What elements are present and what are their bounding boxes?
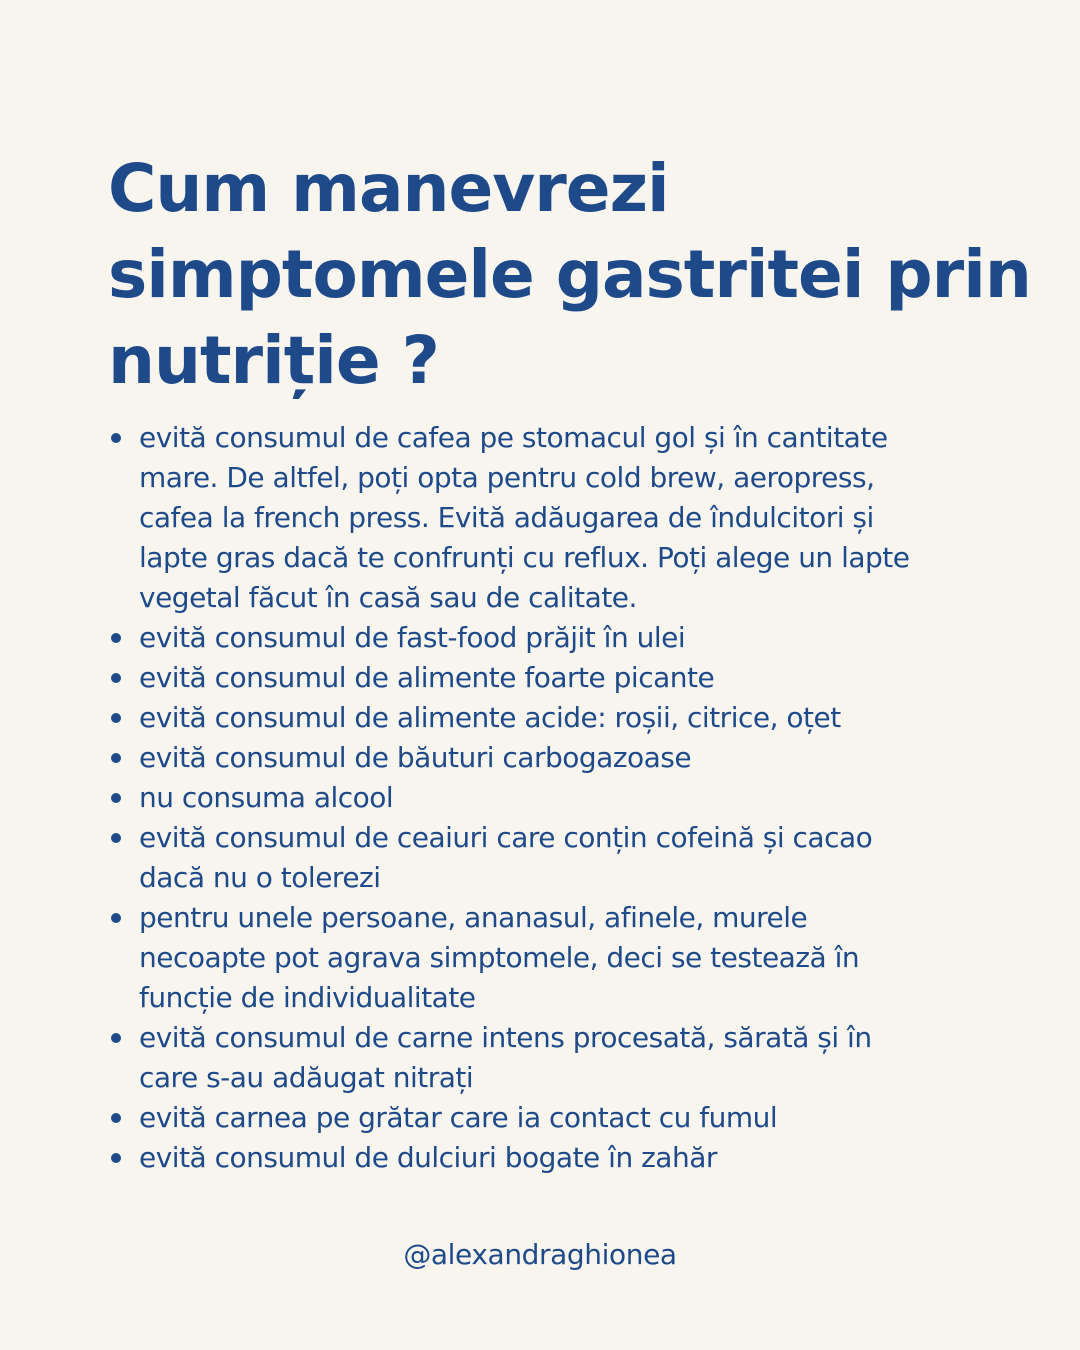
author-handle[interactable]: @alexandraghionea: [403, 1238, 677, 1271]
bullet-icon: [111, 793, 121, 803]
tip-line: mare. De altfel, poți opta pentru cold brew, aeropress,: [139, 461, 875, 494]
tip-list-item: [108, 1018, 968, 1098]
tip-line: funcție de individualitate: [139, 981, 476, 1014]
tip-list-item: [108, 1098, 968, 1138]
tip-line: evită consumul de cafea pe stomacul gol și în cantitate: [139, 421, 888, 454]
bullet-icon: [111, 753, 121, 763]
title-line: simptomele gastritei prin: [108, 236, 1031, 313]
bullet-icon: [111, 1153, 121, 1163]
tip-line: nu consuma alcool: [139, 781, 394, 814]
tip-line: lapte gras dacă te confrunți cu reflux. Poți alege un lapte: [139, 541, 910, 574]
bullet-icon: [111, 433, 121, 443]
bullet-icon: [111, 633, 121, 643]
post-title: [108, 146, 1031, 404]
tip-line: pentru unele persoane, ananasul, afinele, murele: [139, 901, 808, 934]
tip-list-item: [108, 778, 968, 818]
bullet-icon: [111, 1113, 121, 1123]
tip-line: care s-au adăugat nitrați: [139, 1061, 474, 1094]
tip-list-item: [108, 658, 968, 698]
bullet-icon: [111, 833, 121, 843]
gastritis-tips-list: [108, 418, 968, 1178]
tip-line: vegetal făcut în casă sau de calitate.: [139, 581, 637, 614]
tip-line: evită consumul de fast-food prăjit în ulei: [139, 621, 686, 654]
tip-line: evită carnea pe grătar care ia contact cu fumul: [139, 1101, 778, 1134]
tip-line: evită consumul de carne intens procesată, sărată și în: [139, 1021, 872, 1054]
tip-line: evită consumul de băuturi carbogazoase: [139, 741, 692, 774]
tip-list-item: [108, 1138, 968, 1178]
bullet-icon: [111, 913, 121, 923]
tip-line: cafea la french press. Evită adăugarea de îndulcitori și: [139, 501, 874, 534]
bullet-icon: [111, 673, 121, 683]
tip-line: necoapte pot agrava simptomele, deci se testează în: [139, 941, 860, 974]
tip-line: dacă nu o tolerezi: [139, 861, 381, 894]
title-line: nutriție ?: [108, 322, 439, 399]
tip-list-item: [108, 818, 968, 898]
tip-line: evită consumul de dulciuri bogate în zahăr: [139, 1141, 717, 1174]
tip-list-item: [108, 898, 968, 1018]
bullet-icon: [111, 1033, 121, 1043]
tip-list-item: [108, 698, 968, 738]
tip-list-item: [108, 418, 968, 618]
tip-line: evită consumul de ceaiuri care conțin cofeină și cacao: [139, 821, 873, 854]
tip-line: evită consumul de alimente acide: roșii, citrice, oțet: [139, 701, 841, 734]
tip-line: evită consumul de alimente foarte picante: [139, 661, 715, 694]
tip-list-item: [108, 618, 968, 658]
tip-list-item: [108, 738, 968, 778]
bullet-icon: [111, 713, 121, 723]
title-line: Cum manevrezi: [108, 150, 669, 227]
